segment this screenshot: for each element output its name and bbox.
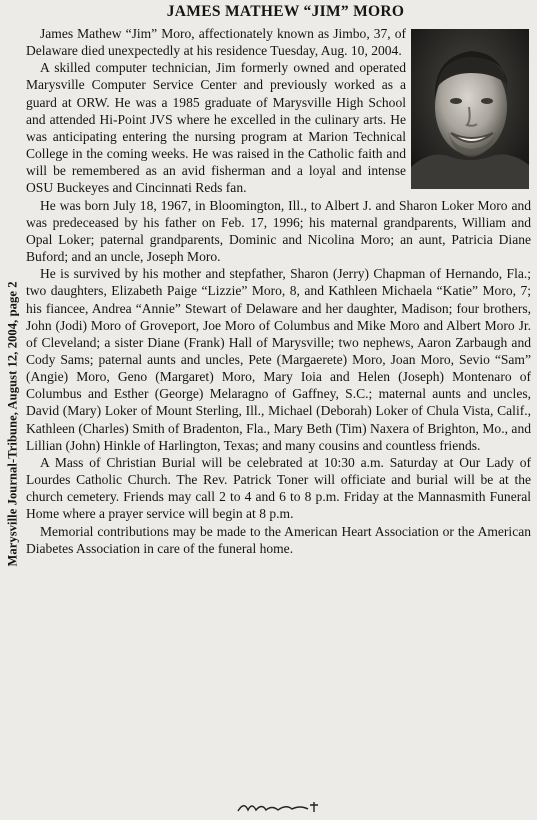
memorial-paragraph: Memorial contributions may be made to the American Heart Association or the American Diabetes Association in care of the funeral home. [26, 523, 531, 556]
intro-paragraph: James Mathew “Jim” Moro, affectionately known as Jimbo, 37, of Delaware died unexpectedly at his residence Tuesday, Aug. 10, 2004. [26, 26, 406, 59]
birth-paragraph: He was born July 18, 1967, in Bloomington, Ill., to Albert J. and Sharon Loker Moro and was predeceased by his father on Feb. 17, 1996; his maternal grandparents, William and Opal Loker; paternal grandparents, Dominic and Nicolina Moro; an aunt, Patricia Diane Buford; and an uncle, Joseph Moro. [26, 197, 531, 265]
services-paragraph: A Mass of Christian Burial will be celebrated at 10:30 a.m. Saturday at Our Lady of Lourdes Catholic Church. The Rev. Patrick Toner will officiate and burial will be at the church cemetery. Friends may call 2 to 4 and 6 to 8 p.m. Friday at the Mannasmith Funeral Home where a prayer service will begin at 8 p.m. [26, 454, 531, 522]
funeral-home-signature-logo [236, 799, 326, 815]
survivors-paragraph: He is survived by his mother and stepfather, Sharon (Jerry) Chapman of Hernando, Fla.; two daughters, Elizabeth Paige “Lizzie” Moro, 8, and Kathleen Michaela “Katie” Moro, 7; his fiancee, Andrea “Annie” Stewart of Delaware and her daughter, Madison; four brothers, John (Jodi) Moro of Groveport, Joe Moro of Columbus and Mike Moro and Albert Moro Jr. of Cleveland; a sister Diane (Frank) Hall of Marysville; two nephews, Aaron Zarbaugh and Cody Sams; paternal aunts and uncles, Pete (Margaerete) Moro, Joan Moro, Sevio “Sam” (Angie) Moro, Geno (Margaret) Moro, Mary Ioia and Helen (Joseph) Montenaro of Columbus and Esther (George) Melaragno of Gaffney, S.C.; maternal aunts and uncles, David (Mary) Loker of Mount Sterling, Ill., Michael (Deborah) Loker of Chula Vista, Calif., Kathleen (Charles) Smith of Bradenton, Fla., Mary Beth (Tim) Naxera of Brighton, Mo., and Lillian (John) Hinkle of Harlington, Texas; and many cousins and countless friends. [26, 266, 531, 453]
source-caption-text: Marysville Journal-Tribune, August 12, 2004, page 2 [5, 281, 20, 567]
obituary-headline: JAMES MATHEW “JIM” MORO [166, 3, 405, 20]
signature-icon [236, 799, 326, 815]
source-caption [2, 0, 24, 815]
portrait-photo [411, 29, 529, 189]
career-paragraph: A skilled computer technician, Jim formerly owned and operated Marysville Computer Service Center and previously worked as a guard at ORW. He was a 1985 graduate of Marysville High School and attended Hi-Point JVS where he excelled in the culinary arts. He was anticipating entering the nursing program at Marion Technical College in the coming weeks. He was raised in the Catholic faith and will be remembered as an avid fisherman and a loyal and intense OSU Buckeyes and Cincinnati Reds fan. [26, 60, 406, 196]
portrait-photo-icon [411, 29, 529, 189]
obituary-clipping [26, 2, 531, 815]
